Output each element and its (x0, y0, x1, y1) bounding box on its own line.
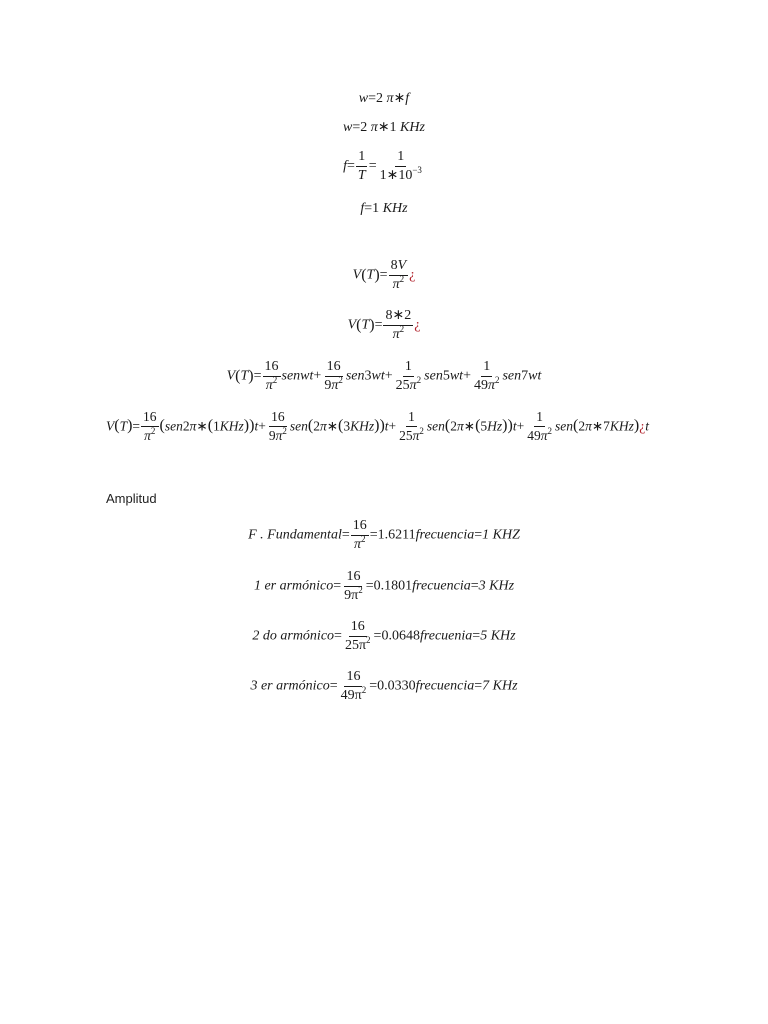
equation-frequency-period: f= $\frac{1}{T}$ = $\frac{1}{1∗10^{-3}}$ (343, 149, 422, 183)
frequency-word: frecuenia (419, 628, 473, 644)
amplitude-row-harmonic-3: 3 er armónico= $\frac{16}{49\pi^2}$ =0.0330frecuencia=7 KHz (250, 669, 518, 703)
frequency-value: 3 KHz (478, 578, 515, 594)
equation-omega-def: w=2 π∗f (358, 91, 410, 106)
frequency-value: 5 KHz (480, 628, 516, 644)
amplitude-numerator: 16 (344, 670, 362, 687)
frequency-word: frecuencia (415, 678, 475, 694)
equation-frequency-value: f=1 KHz (360, 201, 408, 216)
frequency-word: frecuencia (412, 578, 471, 594)
amplitude-numerator: 16 (344, 570, 362, 587)
equation-omega-value: w=2 π∗1 KHz (343, 120, 425, 135)
amplitude-denominator: 25π (344, 638, 367, 653)
equation-vt-general: V(T)= $\frac{8V}{\pi^2}$ ¿ (352, 258, 416, 292)
amplitude-denominator: 49π (340, 688, 362, 703)
frequency-value: 1 KHZ (482, 527, 520, 543)
amplitude-denominator: 9π (344, 588, 359, 603)
amplitude-value: 0.0330 (377, 678, 416, 694)
section-label-amplitud: Amplitud (106, 491, 157, 506)
amplitude-row-harmonic-2: 2 do armónico= $\frac{16}{25\pi^2}$ =0.0648frecuenia=5 KHz (252, 619, 516, 653)
amplitude-value: 1.6211 (377, 527, 416, 543)
amplitude-row-fundamental: F . Fundamental= $\frac{16}{\pi^2}$ =1.6211frecuencia=1 KHZ (248, 518, 520, 552)
amplitude-label: 2 do armónico (252, 628, 335, 644)
amplitude-label: 3 er armónico (250, 678, 330, 694)
amplitude-label: F . Fundamental (248, 527, 342, 543)
amplitude-value: 0.0648 (381, 628, 420, 644)
frequency-value: 7 KHz (482, 678, 518, 694)
amplitude-numerator: 16 (349, 620, 367, 637)
amplitude-value: 0.1801 (373, 578, 413, 594)
amplitude-row-harmonic-1: 1 er armónico= $\frac{16}{9\pi^2}$ =0.1801frecuencia=3 KHz (253, 569, 515, 603)
amplitude-numerator: 16 (351, 519, 369, 536)
equation-fourier-expanded: V(T)= $\frac{16}{\pi^2}$ (sen2π∗(1KHz))t+ $\frac{16}{9\pi^2}$ sen(2π∗(3KHz))t+ $\frac{1}{25\pi^2}$ sen(2π∗(5Hz))t+ $\frac{1}{49\pi^2}$ sen(2π∗7KHz)¿t (106, 409, 649, 443)
frequency-word: frecuencia (415, 527, 475, 543)
equation-vt-substituted: V(T)= $\frac{8∗2}{\pi^2}$ ¿ (347, 308, 421, 342)
equation-fourier-series: V(T)= $\frac{16}{\pi^2}$ senwt+ $\frac{16}{9\pi^2}$ sen3wt+ $\frac{1}{25\pi^2}$ sen5wt+ $\frac{1}{49\pi^2}$ sen7wt (226, 359, 542, 393)
amplitude-label: 1 er armónico (253, 578, 334, 594)
amplitude-denominator: π (353, 537, 361, 552)
